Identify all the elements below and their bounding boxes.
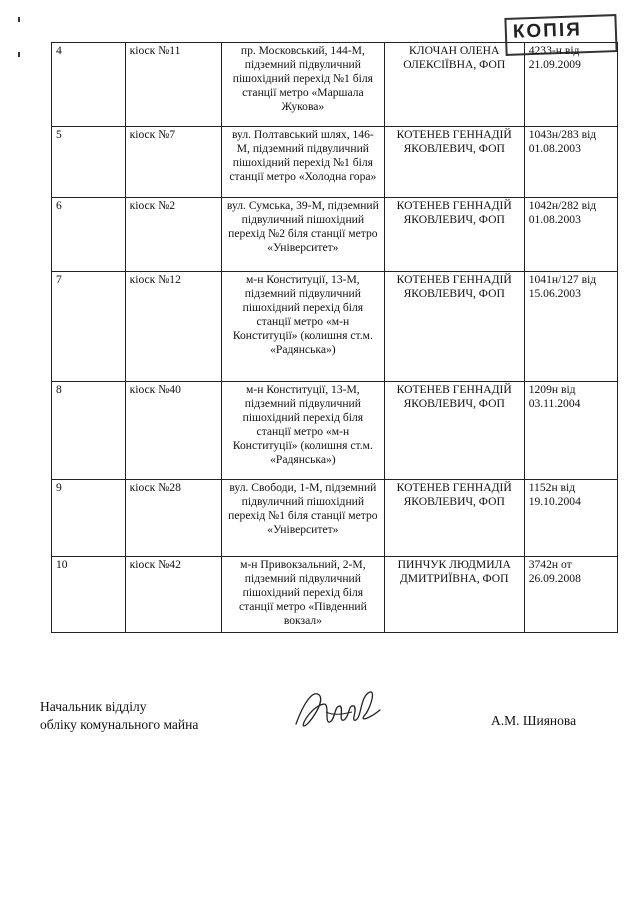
document-number: 1041н/127 від 15.06.2003: [524, 272, 617, 382]
position-line-1: Начальник відділу: [40, 699, 147, 714]
document-number: 1209н від 03.11.2004: [524, 382, 617, 480]
object-address: м-н Конституції, 13-М, підземний підвуличний пішохідний перехід біля станції метро «м-н Конституції» (колишня ст.м. «Радянська»): [222, 382, 385, 480]
object-address: м-н Привокзальний, 2-М, підземний підвуличний пішохідний перехід біля станції метро «Південний вокзал»: [222, 557, 385, 633]
row-number: 10: [52, 557, 126, 633]
signature: [290, 682, 390, 742]
row-number: 5: [52, 127, 126, 198]
position-line-2: обліку комунального майна: [40, 717, 199, 732]
object-address: м-н Конституції, 13-М, підземний підвуличний пішохідний перехід біля станції метро «м-н Конституції» (колишня ст.м. «Радянська»): [222, 272, 385, 382]
owner-name: ПИНЧУК ЛЮДМИЛА ДМИТРИЇВНА, ФОП: [384, 557, 524, 633]
table-row: [52, 43, 618, 127]
row-number: 4: [52, 43, 126, 127]
document-number: 1043н/283 від 01.08.2003: [524, 127, 617, 198]
margin-mark: [18, 17, 20, 22]
owner-name: КОТЕНЕВ ГЕННАДІЙ ЯКОВЛЕВИЧ, ФОП: [384, 127, 524, 198]
margin-mark: [18, 52, 20, 57]
object-name: кіоск №7: [125, 127, 221, 198]
table-row: [52, 557, 618, 633]
stamp-label: КОПІЯ: [512, 19, 583, 43]
object-name: кіоск №2: [125, 198, 221, 272]
table-row: [52, 382, 618, 480]
row-number: 8: [52, 382, 126, 480]
object-name: кіоск №11: [125, 43, 221, 127]
document-number: 1152н від 19.10.2004: [524, 480, 617, 557]
owner-name: КОТЕНЕВ ГЕННАДІЙ ЯКОВЛЕВИЧ, ФОП: [384, 480, 524, 557]
object-address: пр. Московський, 144-М, підземний підвуличний пішохідний перехід №1 біля станції метро «Маршала Жукова»: [222, 43, 385, 127]
document-number: 3742н от 26.09.2008: [524, 557, 617, 633]
table-body: [52, 43, 618, 633]
document-number: 1042н/282 від 01.08.2003: [524, 198, 617, 272]
row-number: 9: [52, 480, 126, 557]
owner-name: КЛОЧАН ОЛЕНА ОЛЕКСІЇВНА, ФОП: [384, 43, 524, 127]
object-name: кіоск №40: [125, 382, 221, 480]
table-row: [52, 480, 618, 557]
table-row: [52, 127, 618, 198]
document-number: 4233-н від 21.09.2009: [524, 43, 617, 127]
object-address: вул. Сумська, 39-М, підземний підвуличний пішохідний перехід №2 біля станції метро «Університет»: [222, 198, 385, 272]
owner-name: КОТЕНЕВ ГЕННАДІЙ ЯКОВЛЕВИЧ, ФОП: [384, 198, 524, 272]
object-address: вул. Свободи, 1-М, підземний підвуличний пішохідний перехід №1 біля станції метро «Університет»: [222, 480, 385, 557]
owner-name: КОТЕНЕВ ГЕННАДІЙ ЯКОВЛЕВИЧ, ФОП: [384, 272, 524, 382]
signer-name: А.М. Шиянова: [491, 713, 577, 728]
object-name: кіоск №42: [125, 557, 221, 633]
object-name: кіоск №28: [125, 480, 221, 557]
table-row: [52, 198, 618, 272]
table-row: [52, 272, 618, 382]
kiosk-registry-table: [51, 42, 618, 633]
object-name: кіоск №12: [125, 272, 221, 382]
object-address: вул. Полтавський шлях, 146-М, підземний підвуличний пішохідний перехід №1 біля станції метро «Холодна гора»: [222, 127, 385, 198]
signatory-position: [40, 698, 198, 734]
owner-name: КОТЕНЕВ ГЕННАДІЙ ЯКОВЛЕВИЧ, ФОП: [384, 382, 524, 480]
row-number: 6: [52, 198, 126, 272]
row-number: 7: [52, 272, 126, 382]
